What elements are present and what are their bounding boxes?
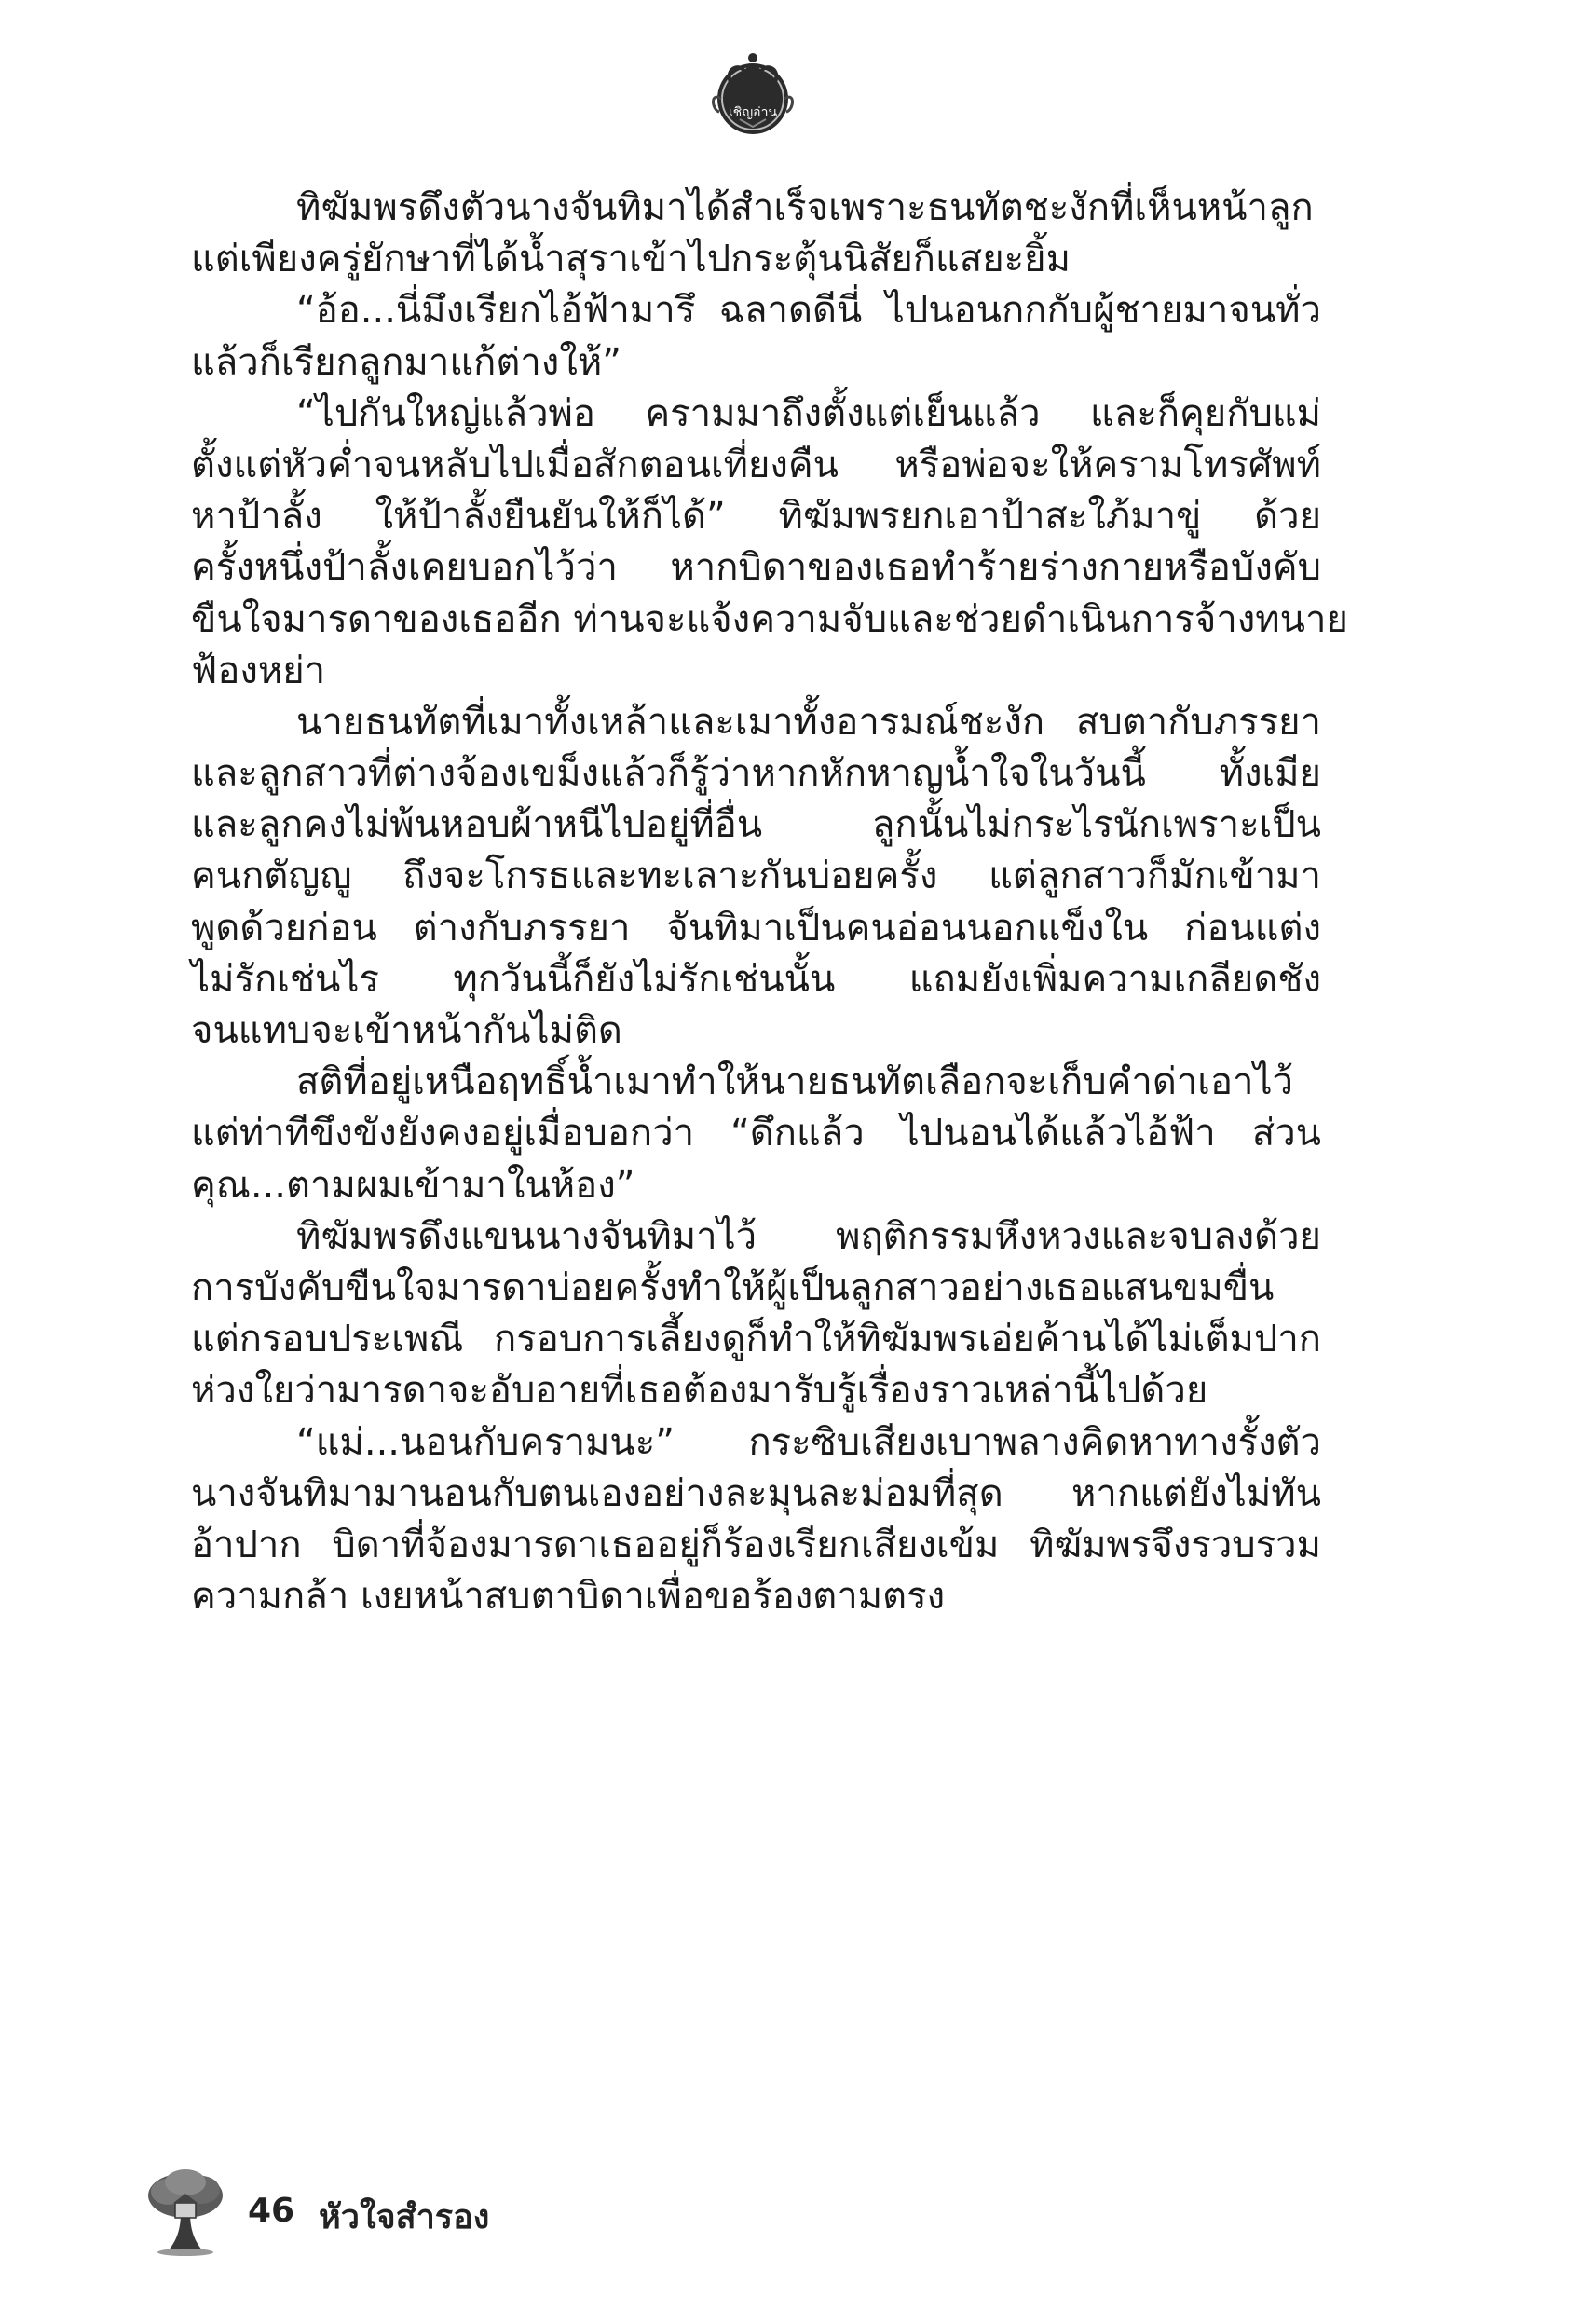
text-line: แต่เพียงครู่ยักษาที่ได้น้ำสุราเข้าไปกระตุ้นนิสัยก็แสยะยิ้ม <box>191 238 1071 281</box>
text-line: “อ้อ...นี่มึงเรียกไอ้ฟ้ามารึ ฉลาดดีนี่ ไปนอนกกกับผู้ชายมาจนทั่ว <box>296 289 1321 333</box>
text-line: ตั้งแต่หัวค่ำจนหลับไปเมื่อสักตอนเที่ยงคืน หรือพ่อจะให้ครามโทรศัพท์ <box>191 443 1321 486</box>
publisher-emblem-icon <box>703 45 803 145</box>
text-line: ความกล้า เงยหน้าสบตาบิดาเพื่อขอร้องตามตรง <box>191 1575 946 1619</box>
text-line: “แม่...นอนกับครามนะ” กระซิบเสียงเบาพลางคิดหาทางรั้งตัว <box>296 1420 1321 1464</box>
page-footer <box>140 2164 699 2257</box>
body-text <box>191 183 1348 1622</box>
tree-icon <box>140 2164 231 2257</box>
text-line: และลูกคงไม่พ้นหอบผ้าหนีไปอยู่ที่อื่น ลูกนั้นไม่กระไรนักเพราะเป็น <box>191 803 1321 847</box>
text-line: ไม่รักเช่นไร ทุกวันนี้ก็ยังไม่รักเช่นนั้น แถมยังเพิ่มความเกลียดชัง <box>191 957 1321 1001</box>
emblem-graphic <box>703 45 803 145</box>
text-line: นายธนทัตที่เมาทั้งเหล้าและเมาทั้งอารมณ์ชะงัก สบตากับภรรยา <box>296 700 1321 744</box>
text-line: อ้าปาก บิดาที่จ้องมารดาเธออยู่ก็ร้องเรียกเสียงเข้ม ทิฆัมพรจึงรวบรวม <box>191 1523 1321 1566</box>
text-line: แล้วก็เรียกลูกมาแก้ต่างให้” <box>191 340 621 384</box>
text-line: นางจันทิมามานอนกับตนเองอย่างละมุนละม่อมที่สุด หากแต่ยังไม่ทัน <box>191 1471 1321 1515</box>
text-line: ทิฆัมพรดึงตัวนางจันทิมาได้สำเร็จเพราะธนทัตชะงักที่เห็นหน้าลูก <box>296 186 1314 229</box>
text-line: คนกตัญญู ถึงจะโกรธและทะเลาะกันบ่อยครั้ง แต่ลูกสาวก็มักเข้ามา <box>191 855 1321 898</box>
text-line: ห่วงใยว่ามารดาจะอับอายที่เธอต้องมารับรู้เรื่องราวเหล่านี้ไปด้วย <box>191 1369 1208 1413</box>
text-line: ขืนใจมารดาของเธออีก ท่านจะแจ้งความจับและช่วยดำเนินการจ้างทนาย <box>191 597 1348 641</box>
text-line: “ไปกันใหญ่แล้วพ่อ ครามมาถึงตั้งแต่เย็นแล้ว และก็คุยกับแม่ <box>296 391 1321 435</box>
text-line: ฟ้องหย่า <box>191 649 326 692</box>
text-line: แต่ท่าทีขึงขังยังคงอยู่เมื่อบอกว่า “ดึกแล้ว ไปนอนได้แล้วไอ้ฟ้า ส่วน <box>191 1112 1321 1156</box>
text-line: และลูกสาวที่ต่างจ้องเขม็งแล้วก็รู้ว่าหากหักหาญน้ำใจในวันนี้ ทั้งเมีย <box>191 752 1321 796</box>
text-line: ครั้งหนึ่งป้าลั้งเคยบอกไว้ว่า หากบิดาของเธอทำร้ายร่างกายหรือบังคับ <box>191 546 1321 590</box>
text-line: การบังคับขืนใจมารดาบ่อยครั้งทำให้ผู้เป็นลูกสาวอย่างเธอแสนขมขื่น <box>191 1265 1275 1309</box>
text-line: พูดด้วยก่อน ต่างกับภรรยา จันทิมาเป็นคนอ่อนนอกแข็งใน ก่อนแต่ง <box>191 906 1321 950</box>
text-line: หาป้าลั้ง ให้ป้าลั้งยืนยันให้ก็ได้” ทิฆัมพรยกเอาป้าสะใภ้มาขู่ ด้วย <box>191 495 1321 539</box>
text-line: จนแทบจะเข้าหน้ากันไม่ติด <box>191 1009 622 1052</box>
text-line: สติที่อยู่เหนือฤทธิ์น้ำเมาทำให้นายธนทัตเลือกจะเก็บคำด่าเอาไว้ <box>296 1060 1294 1104</box>
text-line: คุณ...ตามผมเข้ามาในห้อง” <box>191 1163 635 1207</box>
emblem-text: เชิญอ่าน <box>728 105 778 120</box>
page-number: 46 <box>248 2192 295 2230</box>
text-line: ทิฆัมพรดึงแขนนางจันทิมาไว้ พฤติกรรมหึงหวงและจบลงด้วย <box>296 1214 1321 1258</box>
text-line: แต่กรอบประเพณี กรอบการเลี้ยงดูก็ทำให้ทิฆัมพรเอ่ยค้านได้ไม่เต็มปาก <box>191 1318 1321 1361</box>
book-title: หัวใจสำรอง <box>319 2198 490 2236</box>
